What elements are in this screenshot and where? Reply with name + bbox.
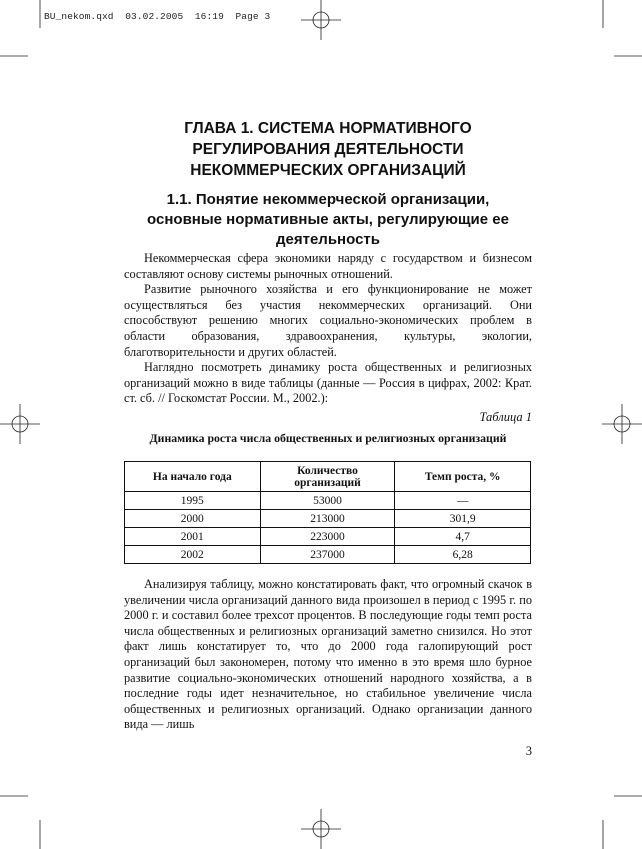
section-title — [100, 190, 556, 250]
table-row — [125, 528, 531, 546]
registration-mark-top — [301, 0, 341, 40]
table-cell: 6,28 — [395, 546, 531, 564]
growth-table — [124, 461, 531, 564]
table-cell: 2001 — [125, 528, 261, 546]
column-header-text: Количество организаций — [294, 464, 361, 489]
paragraph: Некоммерческая сфера экономики наряду с государством и бизнесом составляют основу системы рыночных отношений. — [124, 251, 532, 281]
chapter-title-line: РЕГУЛИРОВАНИЯ ДЕЯТЕЛЬНОСТИ — [192, 141, 464, 158]
chapter-title — [80, 118, 576, 181]
paragraph: Анализируя таблицу, можно констатировать факт, что огромный скачок в увеличении числа организаций данного вида произошел в период с 1995 г. по 2000 г. и составил более трехсот процентов. В последующие годы темп роста числа общественных и религиозных организаций заметно снизился. Но этот факт лишь констатирует то, что до 2000 года галопирующий рост организаций был закономерен, потому что именно в это время шло бурное развитие социально-экономических отношений народного хозяйства, а в последние годы идет незначительное, но стабильное увеличение числа общественных и религиозных организаций. Однако организации данного вида — лишь — [124, 577, 532, 732]
slug-page-label: Page 3 — [235, 11, 271, 22]
table-cell: 301,9 — [395, 510, 531, 528]
intro-text — [124, 251, 532, 407]
table-label: Таблица 1 — [479, 410, 532, 424]
table-cell: 53000 — [260, 492, 395, 510]
table-header-row — [125, 462, 531, 492]
paragraph: Развитие рыночного хозяйства и его функционирование не может осуществляться без участия некоммерческих организаций. Они способствуют решению многих социально-экономических проблем в области образования, здравоохранения, культуры, экологии, благотворительности и других областей. — [124, 282, 532, 359]
slug-filename: BU_nekom.qxd — [44, 11, 114, 22]
registration-mark-left — [0, 404, 40, 444]
table-cell: 223000 — [260, 528, 395, 546]
analysis-text — [124, 577, 532, 733]
slug-date: 03.02.2005 — [125, 11, 184, 22]
table-row — [125, 510, 531, 528]
table-cell: 2000 — [125, 510, 261, 528]
chapter-title-line: ГЛАВА 1. СИСТЕМА НОРМАТИВНОГО — [184, 120, 472, 137]
table-cell: 213000 — [260, 510, 395, 528]
chapter-title-line: НЕКОММЕРЧЕСКИХ ОРГАНИЗАЦИЙ — [190, 162, 466, 179]
table-cell: 4,7 — [395, 528, 531, 546]
table-cell: 1995 — [125, 492, 261, 510]
section-title-line: деятельность — [276, 231, 380, 248]
table-caption: Динамика роста числа общественных и религиозных организаций — [149, 431, 507, 445]
page-number: 3 — [525, 744, 532, 758]
table-cell: 237000 — [260, 546, 395, 564]
column-header — [260, 462, 395, 492]
slug-time: 16:19 — [194, 11, 224, 22]
section-title-line: основные нормативные акты, регулирующие ее — [147, 211, 509, 228]
table-row — [125, 546, 531, 564]
table-cell: 2002 — [125, 546, 261, 564]
registration-mark-bottom — [301, 809, 341, 849]
column-header: Темп роста, % — [395, 462, 531, 492]
column-header: На начало года — [125, 462, 261, 492]
registration-mark-right — [602, 404, 642, 444]
table-cell: — — [395, 492, 531, 510]
section-title-line: 1.1. Понятие некоммерческой организации, — [166, 191, 490, 208]
paragraph: Наглядно посмотреть динамику роста общественных и религиозных организаций можно в виде таблицы (данные — Россия в цифрах, 2002: Крат. ст. сб. // Госкомстат России. М., 2002.): — [124, 360, 532, 406]
table-row — [125, 492, 531, 510]
